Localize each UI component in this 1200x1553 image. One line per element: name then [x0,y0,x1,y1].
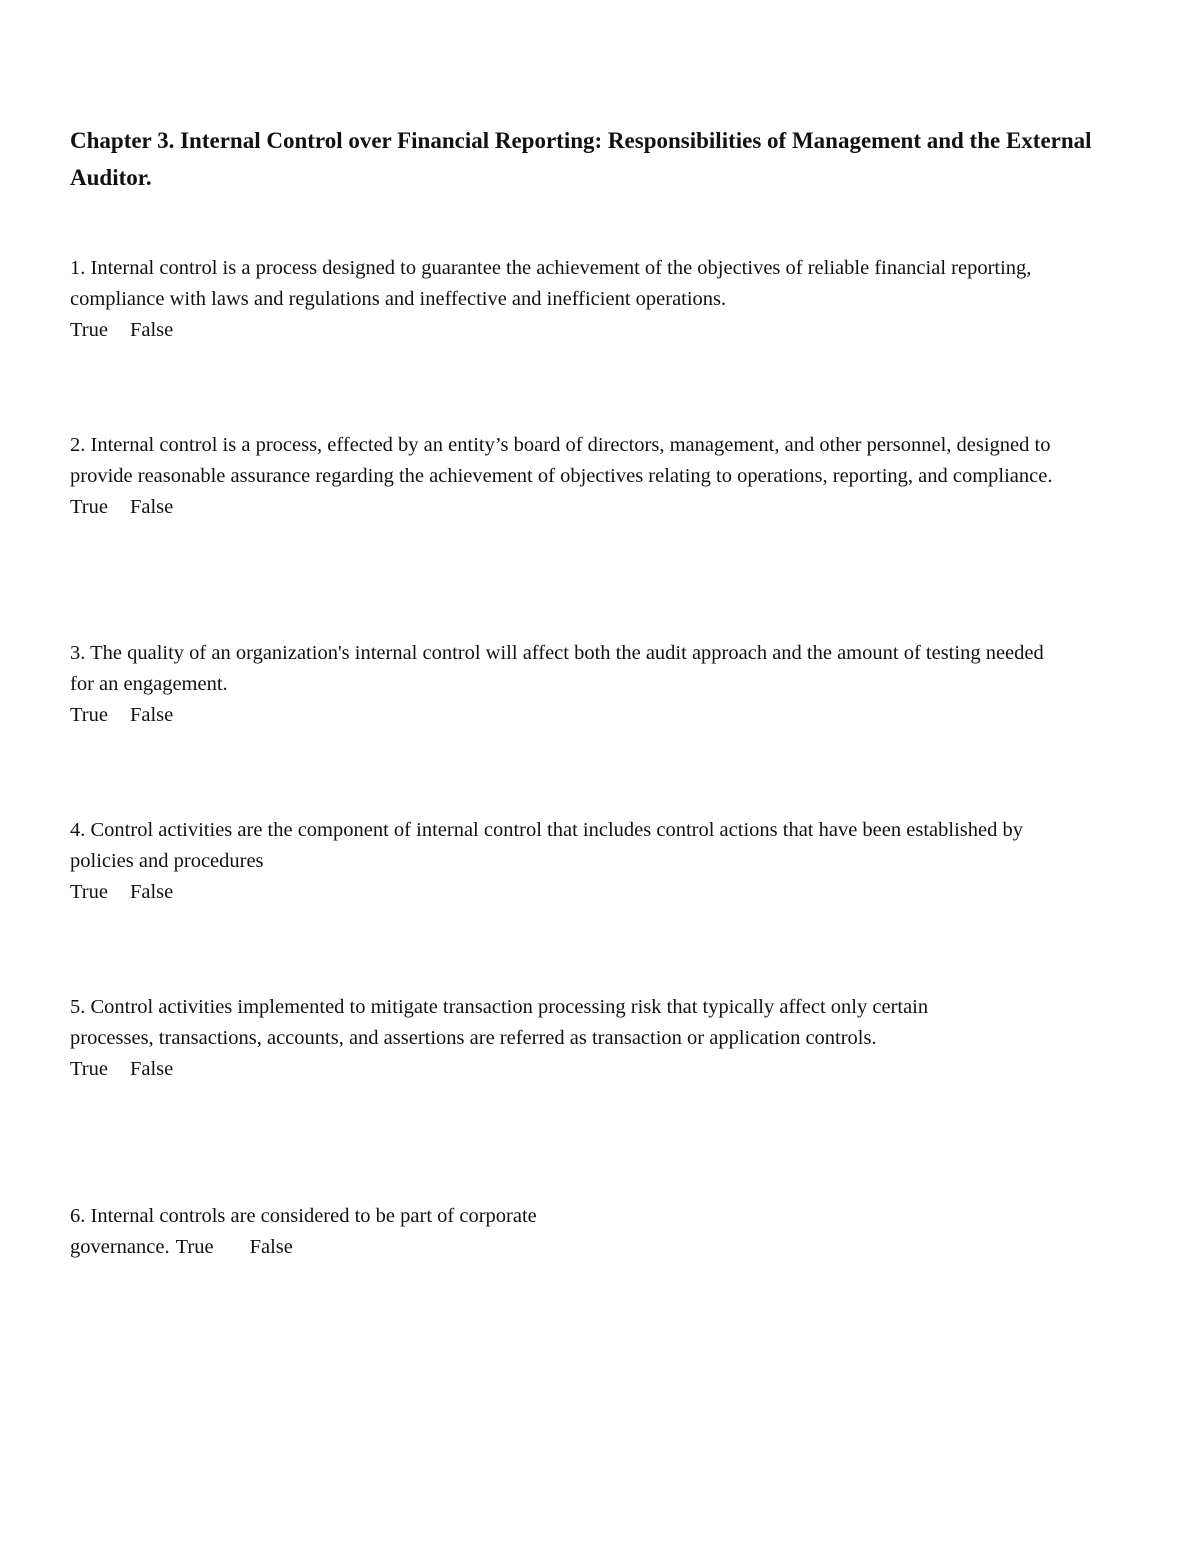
true-false-options [70,877,1060,908]
option-true: True [70,1058,108,1080]
question-text-line-2: governance. [70,1236,170,1258]
question-6 [70,1201,770,1263]
option-false: False [129,704,174,726]
option-true: True [70,496,108,518]
question-2 [70,430,1070,523]
chapter-title: Chapter 3. Internal Control over Financial Reporting: Responsibilities of Management and the External Auditor. [70,128,1092,190]
question-text: 3. The quality of an organization's internal control will affect both the audit approach and the amount of testing needed for an engagement. [70,642,1044,695]
true-false-options [70,492,1070,523]
question-text: 5. Control activities implemented to mitigate transaction processing risk that typically affect only certain processes, transactions, accounts, and assertions are referred as transaction or application controls. [70,996,929,1049]
true-false-options [70,1054,1010,1085]
option-false: False [129,1058,174,1080]
question-4 [70,815,1060,908]
question-text-line-1: 6. Internal controls are considered to be part of corporate [70,1205,537,1227]
option-false: False [249,1236,293,1258]
true-false-options [70,700,1070,731]
question-text: 4. Control activities are the component of internal control that includes control actions that have been established by policies and procedures [70,819,1023,872]
question-text: 1. Internal control is a process designed to guarantee the achievement of the objectives of reliable financial reporting, compliance with laws and regulations and ineffective and inefficient operations. [70,257,1032,310]
option-false: False [129,319,174,341]
option-true: True [70,881,108,903]
question-1 [70,253,1100,346]
true-false-options [70,315,1100,346]
question-text: 2. Internal control is a process, effected by an entity’s board of directors, management, and other personnel, designed to provide reasonable assurance regarding the achievement of objectives relating to operations, reporting, and compliance. [70,434,1053,487]
question-5 [70,992,1010,1085]
option-true: True [70,319,108,341]
question-3 [70,638,1070,731]
option-false: False [129,881,174,903]
option-true: True [70,704,108,726]
option-false: False [129,496,174,518]
option-true: True [175,1236,214,1258]
